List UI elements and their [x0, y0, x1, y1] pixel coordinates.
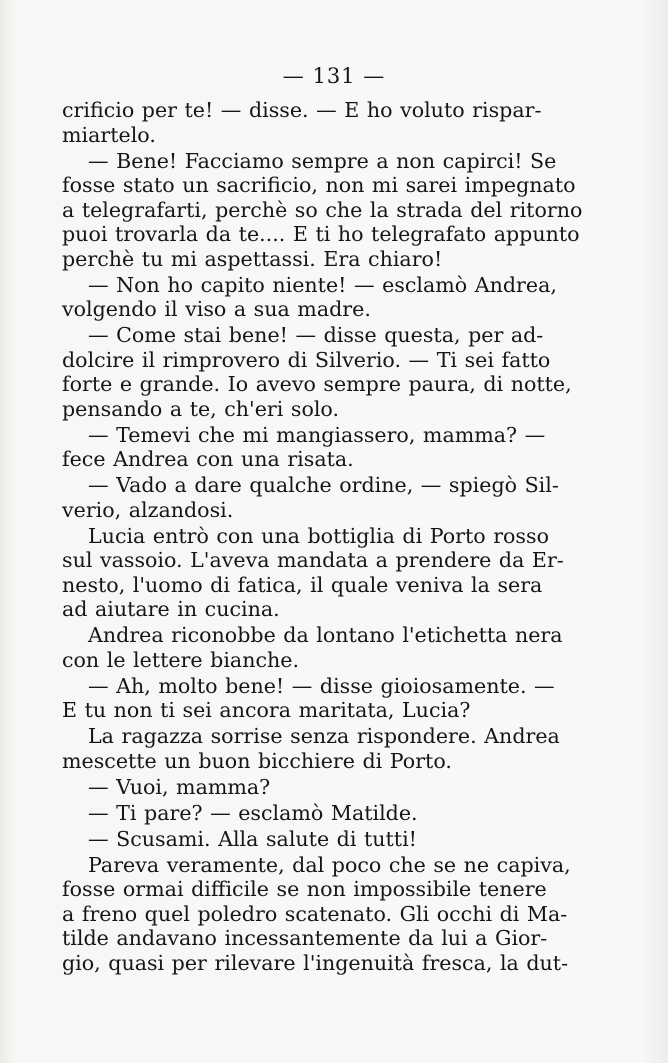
text-line: verio, alzandosi. — [62, 497, 234, 522]
body-text — [62, 98, 583, 975]
text-line: — Ah, molto bene! — disse gioiosamente. — — [88, 673, 555, 698]
text-line: — Non ho capito niente! — esclamò Andrea, — [88, 272, 557, 297]
text-line: con le lettere bianche. — [62, 647, 299, 672]
text-line: — Scusami. Alla salute di tutti! — [88, 826, 417, 851]
text-line: tilde andavano incessantemente da lui a Gior- — [62, 926, 548, 950]
text-line: mescette un buon bicchiere di Porto. — [62, 748, 452, 773]
text-line: La ragazza sorrise senza rispondere. Andrea — [88, 724, 560, 748]
text-line: a freno quel poledro scatenato. Gli occhi di Ma- — [62, 901, 568, 926]
text-line: sul vassoio. L'aveva mandata a prendere da Er- — [62, 548, 564, 572]
text-line: puoi trovarla da te.... E ti ho telegrafato appunto — [62, 222, 580, 246]
text-line: perchè tu mi aspettassi. Era chiaro! — [62, 246, 443, 271]
text-line: a telegrafarti, perchè so che la strada del ritorno — [62, 197, 583, 222]
text-line: crificio per te! — disse. — E ho voluto rispar- — [62, 98, 542, 122]
text-line: fosse stato un sacrificio, non mi sarei impegnato — [62, 173, 576, 197]
text-line: forte e grande. Io avevo sempre paura, di notte, — [62, 372, 572, 396]
text-line: E tu non ti sei ancora maritata, Lucia? — [62, 698, 471, 722]
text-line: Pareva veramente, dal poco che se ne capiva, — [88, 852, 571, 877]
text-line: — Vado a dare qualche ordine, — spiegò Sil- — [88, 473, 559, 497]
text-line: fece Andrea con una risata. — [62, 447, 354, 471]
text-line: Andrea riconobbe da lontano l'etichetta nera — [88, 623, 563, 647]
text-line: Lucia entrò con una bottiglia di Porto rosso — [88, 523, 549, 548]
text-line: dolcire il rimprovero di Silverio. — Ti sei fatto — [62, 347, 551, 372]
text-line: — Vuoi, mamma? — [88, 774, 271, 799]
page-number: — 131 — — [282, 64, 386, 88]
text-line: volgendo il viso a sua madre. — [62, 297, 371, 321]
text-line: — Come stai bene! — disse questa, per ad- — [88, 323, 544, 347]
text-line: pensando a te, ch'eri solo. — [62, 396, 340, 421]
text-line: — Bene! Facciamo sempre a non capirci! Se — [88, 148, 557, 173]
text-line: — Temevi che mi mangiassero, mamma? — — [88, 422, 546, 447]
text-line: — Ti pare? — esclamò Matilde. — [88, 800, 418, 825]
text-line: nesto, l'uomo di fatica, il quale veniva la sera — [62, 572, 543, 597]
text-line: miartelo. — [62, 122, 156, 147]
text-line: ad aiutare in cucina. — [62, 597, 280, 621]
text-line: fosse ormai difficile se non impossibile tenere — [62, 877, 547, 901]
text-line: gio, quasi per rilevare l'ingenuità fresca, la dut- — [62, 950, 569, 975]
